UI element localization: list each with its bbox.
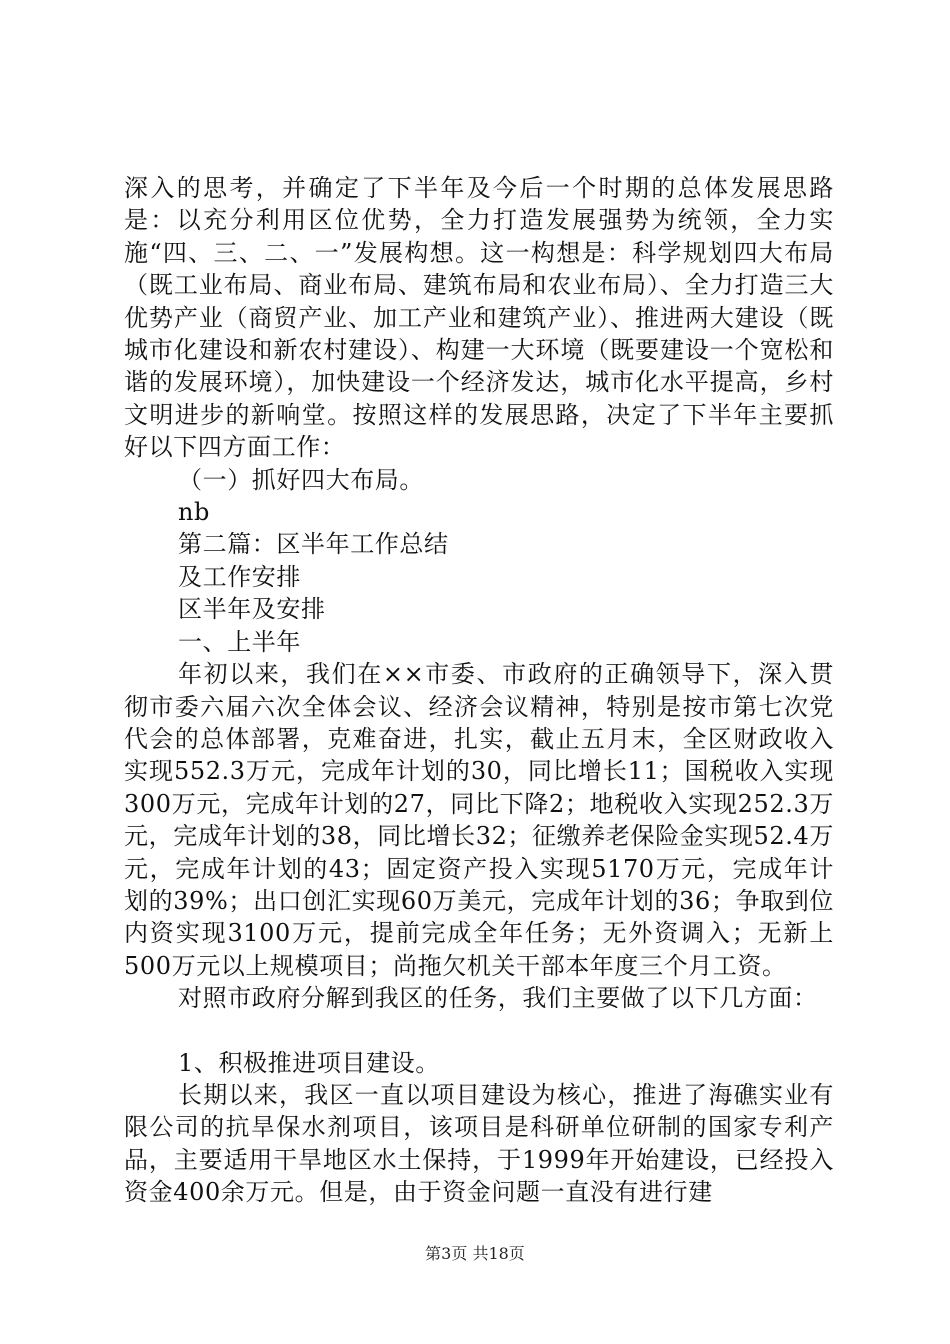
section-subtitle-half-year: 区半年及安排 xyxy=(178,595,326,624)
paragraph-nb: nb xyxy=(178,498,211,527)
section-subtitle-work-arrangement: 及工作安排 xyxy=(178,562,301,591)
page-number-label: 第3页 共18页 xyxy=(425,1244,525,1263)
heading-first-half: 一、上半年 xyxy=(178,627,301,656)
paragraph-tasks-intro: 对照市政府分解到我区的任务，我们主要做了以下几方面： xyxy=(178,984,818,1013)
paragraph-development-ideas: 深入的思考，并确定了下半年及今后一个时期的总体发展思路是：以充分利用区位优势，全力打造发展强势为统领，全力实施“四、三、二、一”发展构想。这一构想是：科学规划四大布局（既工业布局、商业布局、建筑布局和农业布局）、全力打造三大优势产业（商贸产业、加工产业和建筑产业）、推进两大建设（既城市化建设和新农村建设）、构建一大环境（既要建设一个宽松和谐的发展环境），加快建设一个经济发达，城市化水平提高，乡村文明进步的新响堂。按照这样的发展思路，决定了下半年主要抓好以下四方面工作： xyxy=(124,174,834,462)
heading-project-construction: 1、积极推进项目建设。 xyxy=(178,1048,440,1077)
paragraph-economic-results: 年初以来，我们在××市委、市政府的正确领导下，深入贯彻市委六届六次全体会议、经济会议精神，特别是按市第七次党代会的总体部署，克难奋进，扎实，截止五月末，全区财政收入实现552.3万元，完成年计划的30，同比增长11；国税收入实现300万元，完成年计划的27，同比下降2；地税收入实现252.3万元，完成年计划的38，同比增长32；征缴养老保险金实现52.4万元，完成年计划的43；固定资产投入实现5170万元，完成年计划的39%；出口创汇实现60万美元，完成年计划的36；争取到位内资实现3100万元，提前完成全年任务；无外资调入；无新上500万元以上规模项目；尚拖欠机关干部本年度三个月工资。 xyxy=(124,660,834,980)
document-body xyxy=(124,172,834,1209)
section-title-part-two: 第二篇：区半年工作总结 xyxy=(178,530,449,559)
paragraph-four-layouts-heading: （一）抓好四大布局。 xyxy=(178,465,424,494)
page-footer xyxy=(0,1244,950,1264)
paragraph-project-details: 长期以来，我区一直以项目建设为核心，推进了海礁实业有限公司的抗旱保水剂项目，该项目是科研单位研制的国家专利产品，主要适用干旱地区水土保持，于1999年开始建设，已经投入资金400余万元。但是，由于资金问题一直没有进行建 xyxy=(124,1080,834,1207)
